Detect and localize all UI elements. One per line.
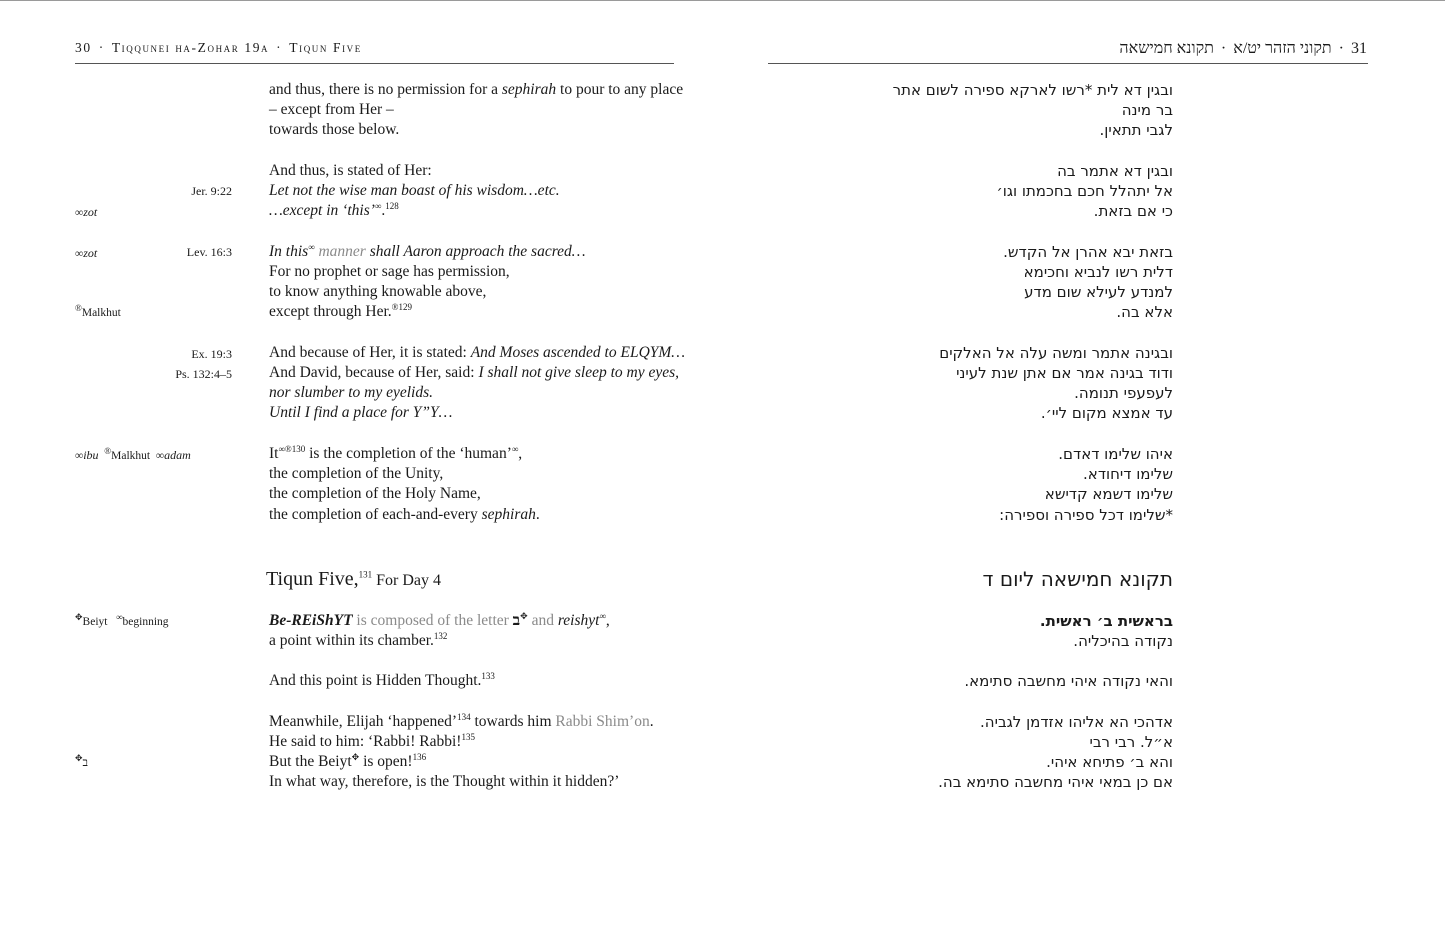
english-line: But the Beiyt✥ is open!$^{136}$ bbox=[269, 751, 427, 770]
right-page bbox=[723, 0, 1445, 937]
hebrew-line: נקודה בהיכליה. bbox=[1073, 632, 1173, 650]
margin-gloss: ✥ב bbox=[75, 753, 89, 769]
hebrew-line: כי אם בזאת. bbox=[1093, 202, 1173, 220]
hebrew-line: ובגין דא לית *רשו לארקא ספירה לשום אתר bbox=[892, 81, 1173, 99]
margin-gloss: ®Malkhut bbox=[75, 303, 121, 319]
margin-gloss-group: ∞ibu ®Malkhut ∞adam bbox=[75, 446, 191, 462]
left-running-header: 30 · Tiqqunei ha-Zohar 19a · Tiqun Five bbox=[75, 40, 362, 55]
hebrew-line: בראשית ב׳ ראשית. bbox=[1039, 612, 1173, 630]
hebrew-line: בר מינה bbox=[1121, 101, 1173, 119]
english-line: Let not the wise man boast of his wisdom…etc. bbox=[269, 182, 560, 199]
hebrew-line: אל יתהלל חכם בחכמתו וגו׳ bbox=[996, 182, 1173, 200]
english-line: And because of Her, it is stated: And Moses ascended to ELQYM… bbox=[269, 344, 686, 361]
english-line: And this point is Hidden Thought.$^{133}$ bbox=[269, 670, 495, 689]
left-page-number: 30 bbox=[75, 40, 92, 55]
english-line: …except in ‘this’∞.$^{128}$ bbox=[269, 200, 399, 219]
right-book-title: תקוני הזהר יט/א bbox=[1233, 40, 1332, 57]
hebrew-line: והאי נקודה איהי מחשבה סתימא. bbox=[964, 672, 1173, 690]
margin-gloss: ∞zot bbox=[75, 246, 98, 260]
english-line: the completion of each-and-every sephirah. bbox=[269, 506, 540, 523]
hebrew-line: *שלימו דכל ספירה וספירה: bbox=[999, 506, 1173, 524]
right-running-header: 31·תקוני הזהר יט/א·תקונא חמישאה bbox=[1119, 40, 1367, 57]
hebrew-line: ובגין דא אתמר בה bbox=[1057, 162, 1173, 180]
english-line: He said to him: ‘Rabbi! Rabbi!$^{135}$ bbox=[269, 731, 475, 750]
english-line: except through Her.$^{®129}$ bbox=[269, 301, 413, 320]
margin-gloss-group: ✥Beiyt ∞beginning bbox=[75, 612, 169, 628]
english-line: $It^{\infty®130}$ is the completion of the ‘human’∞, bbox=[269, 443, 523, 462]
left-page bbox=[0, 0, 722, 937]
english-line: the completion of the Holy Name, bbox=[269, 485, 481, 502]
hebrew-line: אלא בה. bbox=[1116, 303, 1173, 321]
hebrew-line: אם כן במאי איהי מחשבה סתימא בה. bbox=[938, 773, 1173, 791]
right-page-number: 31 bbox=[1351, 40, 1367, 57]
english-line: nor slumber to my eyelids. bbox=[269, 384, 434, 401]
english-line: Be-REiShYT is composed of the letter ב✥ and reishyt∞, bbox=[269, 610, 610, 629]
hebrew-line: ובגינה אתמר ומשה עלה אל האלקים bbox=[939, 344, 1173, 362]
hebrew-line: עד אמצא מקום ליי׳. bbox=[1040, 404, 1173, 422]
scripture-reference: Jer. 9:22 bbox=[191, 184, 232, 198]
right-section-title: תקונא חמישאה bbox=[1119, 40, 1214, 57]
hebrew-line: אדהכי הא אליהו אזדמן לגביה. bbox=[980, 713, 1173, 731]
english-line: – except from Her – bbox=[269, 101, 394, 118]
hebrew-section-heading: תקונא חמישאה ליום ד bbox=[982, 567, 1173, 591]
hebrew-line: דלית רשו לנביא וחכימא bbox=[1023, 263, 1173, 281]
left-header-rule bbox=[75, 63, 674, 64]
english-line: In this∞ manner shall Aaron approach the sacred… bbox=[269, 241, 586, 260]
hebrew-line: שלימו דשמא קדישא bbox=[1044, 485, 1173, 503]
english-line: And David, because of Her, said: I shall not give sleep to my eyes, bbox=[269, 364, 680, 381]
margin-gloss: ∞zot bbox=[75, 205, 98, 219]
hebrew-line: שלימו דיחודא. bbox=[1083, 465, 1173, 483]
hebrew-line: והא ב׳ פתיחא איהי. bbox=[1046, 753, 1173, 771]
scripture-reference: Ex. 19:3 bbox=[191, 347, 232, 361]
english-line: to know anything knowable above, bbox=[269, 283, 487, 300]
left-section-title: Tiqun Five bbox=[289, 40, 362, 55]
english-line: For no prophet or sage has permission, bbox=[269, 263, 510, 280]
hebrew-line: א״ל. רבי רבי bbox=[1089, 733, 1173, 751]
hebrew-line: למנדע לעילא שום מדע bbox=[1024, 283, 1173, 301]
english-line: And thus, is stated of Her: bbox=[269, 162, 432, 179]
hebrew-line: ודוד בגינה אמר אם אתן שנת לעיני bbox=[956, 364, 1173, 382]
section-heading: Tiqun Five,$^{131}$ For Day 4 bbox=[266, 568, 442, 590]
left-book-title: Tiqqunei ha-Zohar 19a bbox=[111, 40, 270, 55]
english-line: towards those below. bbox=[269, 121, 400, 138]
english-line: and thus, there is no permission for a sephirah to pour to any place bbox=[269, 81, 684, 98]
hebrew-line: איהו שלימו דאדם. bbox=[1058, 445, 1173, 463]
english-line: the completion of the Unity, bbox=[269, 465, 444, 482]
scripture-reference: Lev. 16:3 bbox=[186, 245, 232, 259]
english-line: Meanwhile, Elijah ‘happened’$^{134}$ towards him Rabbi Shim’on. bbox=[269, 711, 654, 730]
english-line: Until I find a place for Y”Y… bbox=[269, 404, 453, 421]
english-line: a point within its chamber.$^{132}$ bbox=[269, 630, 448, 649]
hebrew-line: בזאת יבא אהרן אל הקדש. bbox=[1003, 243, 1173, 261]
english-line: In what way, therefore, is the Thought within it hidden?’ bbox=[269, 773, 620, 790]
right-header-rule bbox=[768, 63, 1368, 64]
scripture-reference: Ps. 132:4–5 bbox=[175, 367, 232, 381]
hebrew-line: לגבי תתאין. bbox=[1099, 121, 1173, 139]
hebrew-line: לעפעפי תנומה. bbox=[1074, 384, 1173, 402]
